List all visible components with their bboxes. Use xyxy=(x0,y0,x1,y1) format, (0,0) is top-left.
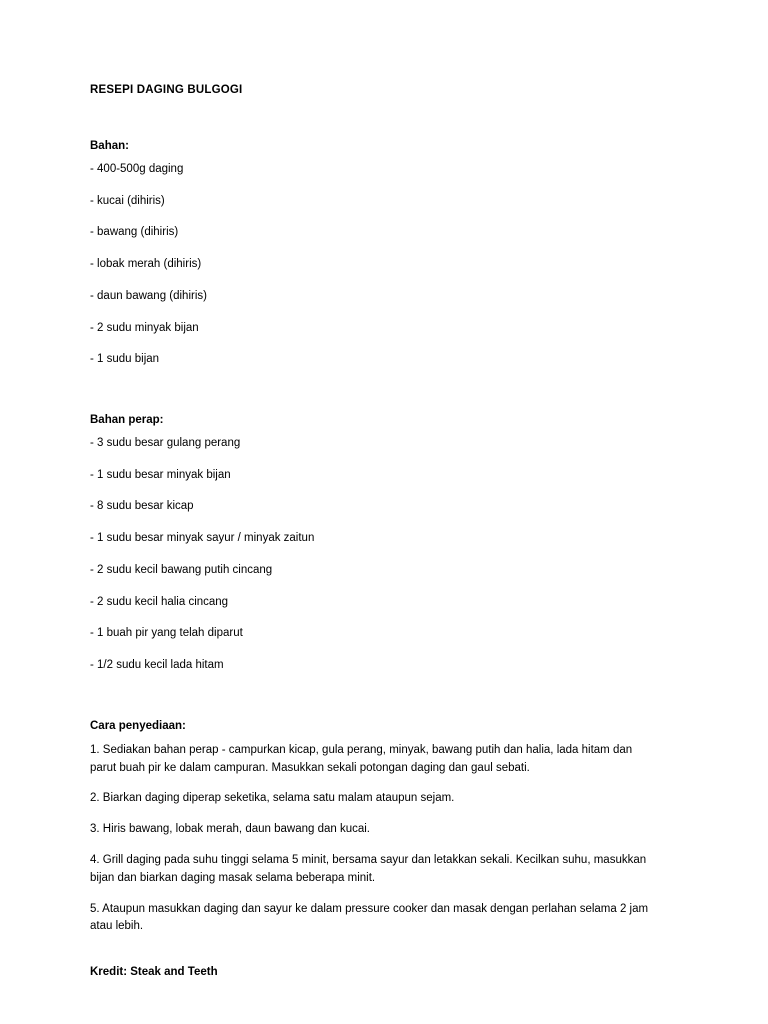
credit-line: Kredit: Steak and Teeth xyxy=(90,966,218,979)
list-item: - 2 sudu kecil halia cincang xyxy=(90,595,229,608)
list-item: - 2 sudu minyak bijan xyxy=(90,321,199,334)
list-item: - 400-500g daging xyxy=(90,163,184,175)
list-item: - 3 sudu besar gulang perang xyxy=(90,437,241,450)
list-item: - 1 sudu bijan xyxy=(90,353,160,366)
list-item: - 1 buah pir yang telah diparut xyxy=(90,627,243,640)
page-title: RESEPI DAGING BULGOGI xyxy=(90,84,243,96)
list-item: 2. Biarkan daging diperap seketika, selama satu malam ataupun sejam. xyxy=(90,792,455,805)
list-item: - 1 sudu besar minyak sayur / minyak zaitun xyxy=(90,532,315,545)
list-item: - kucai (dihiris) xyxy=(90,194,165,207)
list-item: 5. Ataupun masukkan daging dan sayur ke dalam pressure cooker dan masak dengan perlahan selama 2 jam atau lebih. xyxy=(90,902,652,933)
section-divider-spacer xyxy=(90,384,672,414)
list-item: - daun bawang (dihiris) xyxy=(90,289,207,302)
method-list xyxy=(90,742,672,937)
list-item: 3. Hiris bawang, lobak merah, daun bawang dan kucai. xyxy=(90,823,371,836)
ingredients-heading: Bahan: xyxy=(90,140,129,152)
section-divider-spacer-2 xyxy=(90,690,672,720)
list-item: - 1/2 sudu kecil lada hitam xyxy=(90,659,224,672)
list-item: 4. Grill daging pada suhu tinggi selama 5 minit, bersama sayur dan letakkan sekali. Kecilkan suhu, masukkan bijan dan biarkan daging masak selama beberapa minit. xyxy=(90,854,650,884)
list-item: - 2 sudu kecil bawang putih cincang xyxy=(90,563,273,576)
list-item: - 1 sudu besar minyak bijan xyxy=(90,468,231,481)
list-item: - 8 sudu besar kicap xyxy=(90,500,194,513)
method-heading: Cara penyediaan: xyxy=(90,719,186,732)
marinade-list xyxy=(90,436,672,673)
list-item: - lobak merah (dihiris) xyxy=(90,258,202,271)
list-item: - bawang (dihiris) xyxy=(90,226,179,239)
marinade-heading: Bahan perap: xyxy=(90,414,164,427)
ingredients-list xyxy=(90,162,672,367)
list-item: 1. Sediakan bahan perap - campurkan kicap, gula perang, minyak, bawang putih dan halia, lada hitam dan parut buah pir ke dalam campuran. Masukkan sekali potongan daging dan gaul sebati. xyxy=(90,743,636,774)
